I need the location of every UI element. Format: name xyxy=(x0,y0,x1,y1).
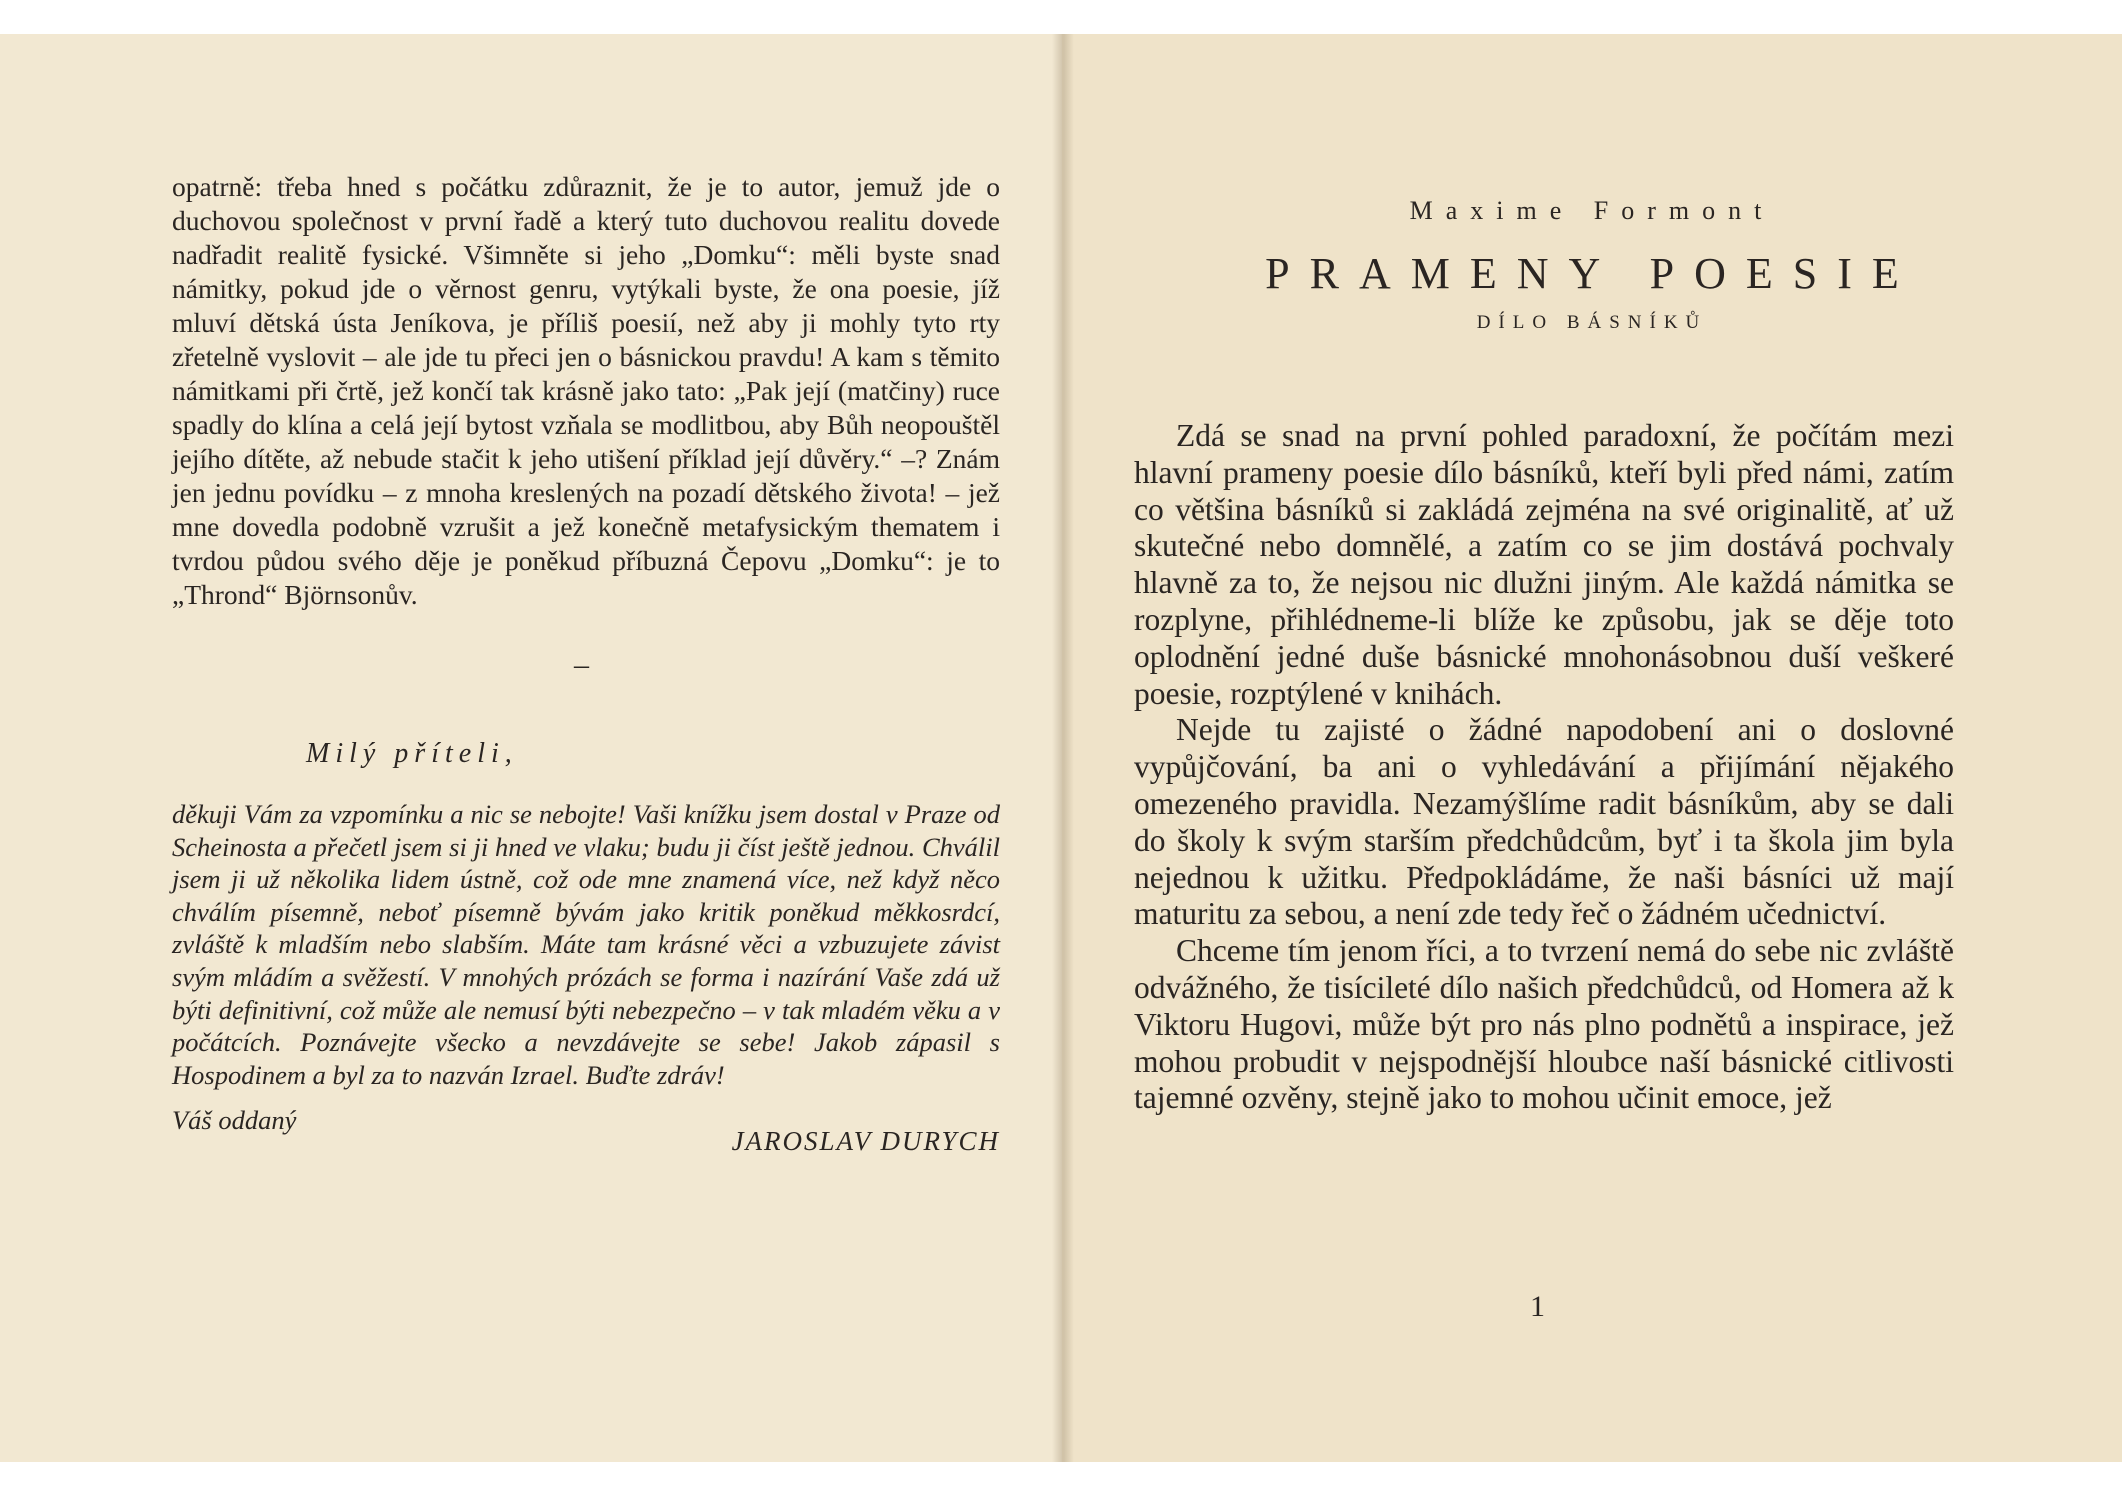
page-number: 1 xyxy=(1530,1290,1545,1323)
letter-salutation: Milý příteli, xyxy=(306,738,518,769)
article-title: PRAMENY POESIE xyxy=(1265,249,1919,298)
left-paragraph: opatrně: třeba hned s počátku zdůraznit, že je to autor, jemuž jde o duchovou společnost v první řadě a který tuto duchovou realitu dovede nadřadit realitě fysické. Všimněte si jeho „Domku“: měli byste snad námitky, pokud jde o věrnost genru, vytýkali byste, že ona poesie, jíž mluví dětská ústa Jeníkova, je příliš poesií, než aby ji mohly tyto rty zřetelně vyslovit – ale jde tu přeci jen o básnickou pravdu! A kam s těmito námitkami při črtě, jež končí tak krásně jako tato: „Pak její (matčiny) ruce spadly do klína a celá její bytost vzňala se modlitbou, aby Bůh neopouštěl jejího dítěte, až nebude stačit k jeho utišení příklad její důvěry.“ –? Znám jen jednu povídku – z mnoha kreslených na pozadí dětského života! – jež mne dovedla podobně vzrušit a jež konečně metafysickým thematem i tvrdou půdou svého děje je poněkud příbuzná Čepovu „Domku“: je to „Thrond“ Björnsonův. xyxy=(172,171,1000,610)
article-subtitle: DÍLO BÁSNÍKŮ xyxy=(1476,312,1708,333)
body-paragraph: Chceme tím jenom říci, a to tvrzení nemá do sebe nic zvláště odvážného, že tisícileté dílo našich předchůdců, od Homera až k Viktoru Hugovi, může být pro nás plno podnětů a inspirace, jež mohou probudit v nejspodnější hloubce naší básnické citlivosti tajemné ozvěny, stejně jako to mohou učinit emoce, jež xyxy=(1134,933,1954,1116)
left-body-text xyxy=(172,170,1000,612)
body-paragraph: Nejde tu zajisté o žádné napodobení ani o doslovné vypůjčování, ba ani o vyhledávání a přijímání nějakého omezeného pravidla. Nezamýšlíme radit básníkům, aby se dali do školy k svým starším předchůdcům, byť i ta škola jim byla nejednou k užitku. Předpokládáme, že naši básníci už mají maturitu za sebou, a není zde tedy řeč o žádném učednictví. xyxy=(1134,712,1954,932)
section-separator: – xyxy=(574,648,589,681)
article-author: Maxime Formont xyxy=(1409,196,1775,225)
letter-body xyxy=(172,798,1000,1091)
letter-signature: JAROSLAV DURYCH xyxy=(731,1126,1000,1156)
right-body-text xyxy=(1134,418,1954,1117)
letter-paragraph: děkuji Vám za vzpomínku a nic se nebojte! Vaši knížku jsem dostal v Praze od Scheinosta a přečetl jsem si ji hned ve vlaku; budu ji číst ještě jednou. Chválil jsem ji už několika lidem ústně, což ode mne znamená více, než když něco chválím písemně, neboť písemně bývám jako kritik poněkud měkkosrdcí, zvláště k mladším nebo slabším. Máte tam krásné věci a vzbuzujete závist svým mládím a svěžestí. V mnohých prózách se forma i nazírání Vaše zdá už býti definitivní, což může ale nemusí býti nebezpečno – v tak mladém věku a v počátcích. Poznávejte všecko a nevzdávejte se sebe! Jakob zápasil s Hospodinem a byl za to nazván Izrael. Buďte zdráv! xyxy=(172,799,1000,1090)
letter-closing: Váš oddaný xyxy=(172,1105,297,1135)
body-paragraph: Zdá se snad na první pohled paradoxní, že počítám mezi hlavní prameny poesie dílo básníků, kteří byli před námi, zatím co většina básníků si zakládá zejména na své originalitě, ať už skutečné nebo domnělé, a zatím co se jim dostává pochvaly hlavně za to, že nejsou nic dlužni jiným. Ale každá námitka se rozplyne, přihlédneme-li blíže ke způsobu, jak se děje toto oplodnění jedné duše básnické mnohonásobnou duší veškeré poesie, rozptýlené v knihách. xyxy=(1134,418,1954,711)
